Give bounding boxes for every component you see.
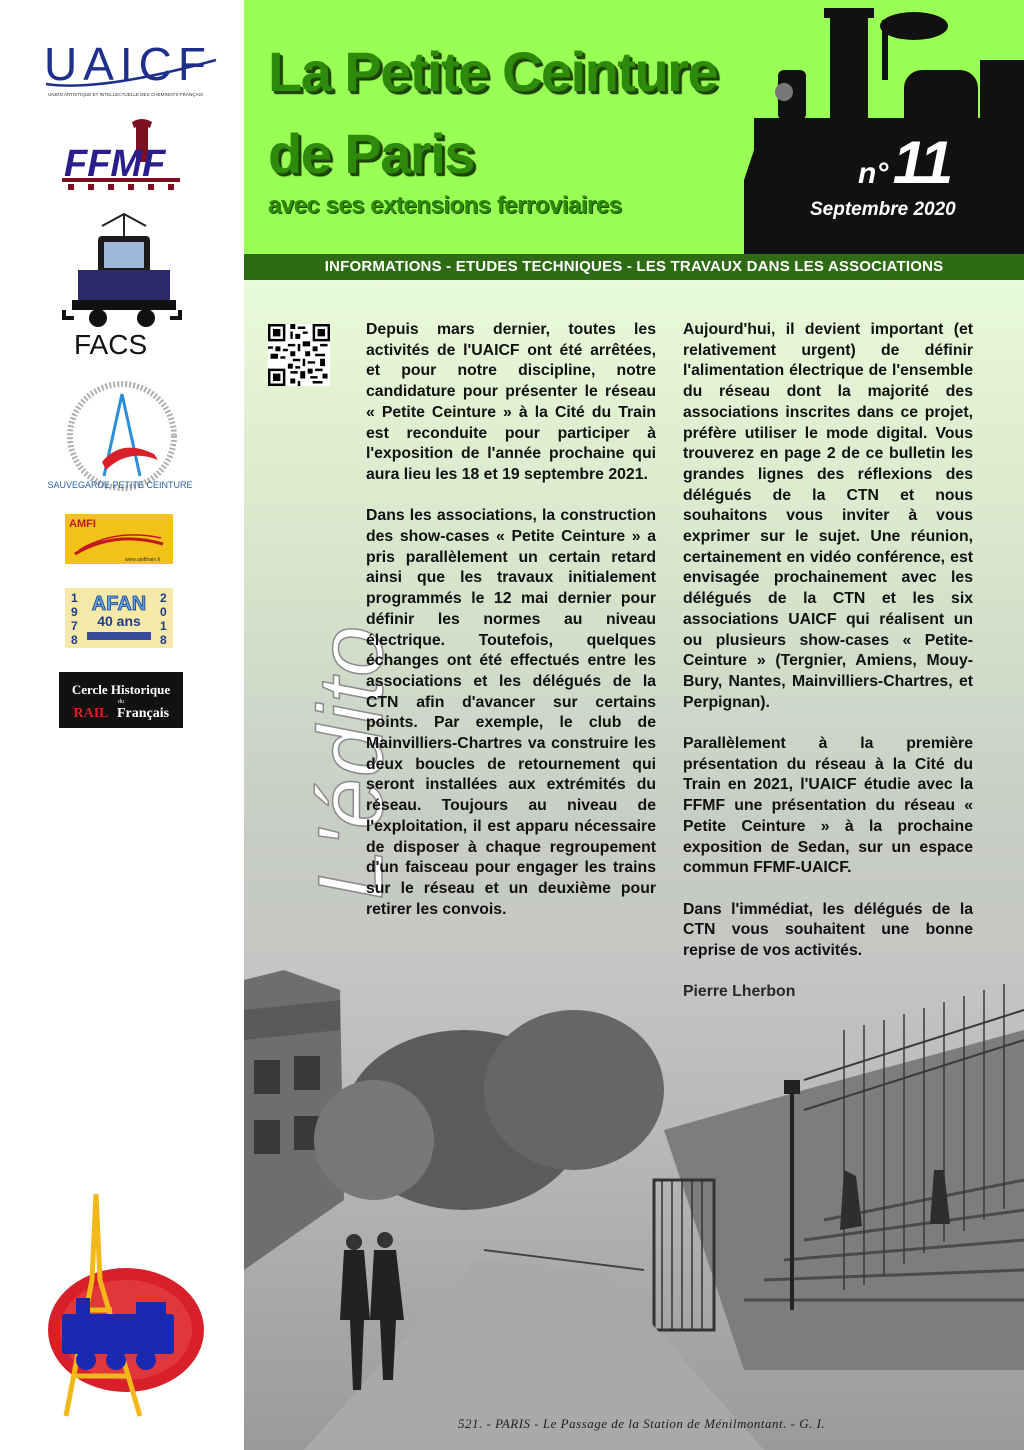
svg-text:8: 8 — [71, 633, 78, 647]
afan-subtitle: 40 ans — [97, 613, 141, 629]
sauvegarde-petite-ceinture-logo — [47, 378, 193, 494]
uaicf-logo-text: UAICF — [44, 38, 212, 90]
newsletter-title: La Petite Ceinture — [268, 40, 718, 103]
svg-text:7: 7 — [71, 619, 78, 633]
amfi-url: www.amfitrain.fr — [125, 557, 161, 563]
newsletter-subtitle: avec ses extensions ferroviaires — [268, 192, 622, 219]
facs-logo — [62, 212, 182, 358]
logo-sidebar — [0, 0, 244, 1450]
sauvegarde-label: SAUVEGARDE PETITE CEINTURE — [47, 480, 193, 490]
afan-logo — [65, 588, 173, 648]
svg-text:9: 9 — [71, 605, 78, 619]
amfi-logo — [65, 514, 173, 564]
svg-text:2: 2 — [160, 591, 167, 605]
issue-date: Septembre 2020 — [810, 199, 956, 220]
main-content — [244, 280, 1024, 1450]
issue-number-value: 11 — [892, 129, 952, 196]
svg-text:8: 8 — [160, 633, 167, 647]
issue-prefix: n° — [858, 157, 889, 190]
svg-text:Cercle Historique: Cercle Historique — [71, 682, 171, 697]
cercle-historique-rail-logo — [59, 672, 183, 728]
svg-text:1: 1 — [160, 619, 167, 633]
afan-logo-text: AFAN — [91, 593, 147, 615]
edito-paragraph: Parallèlement à la première présentation du réseau à la Cité du Train en 2021, l'UAICF étudie avec la FFMF une présentation du réseau « Petite Ceinture » à la prochaine exposition de Sedan, sur un espace commun FFMF-UAICF. — [683, 735, 973, 877]
edito-paragraph: Dans l'immédiat, les délégués de la CTN vous souhaitent une bonne reprise de vos activités. — [683, 900, 973, 960]
uaicf-logo — [40, 40, 226, 102]
edito-paragraph: Dans les associations, la construction des show-cases « Petite Ceinture » a pris parallèlement un certain retard ainsi que les travaux initialement programmés le 12 mai dernier pour définir les normes au niveau électrique. Toutefois, quelques échanges ont été effectués entre les associations et les délégués de la CTN afin d'avancer sur certains points. Par exemple, le club de Mainvilliers-Chartres va construire les deux boucles de retournement qui seront installées aux extrémités du réseau. Toujours au niveau de l'exploitation, il est apparu nécessaire de disposer à chaque regroupement d'un faisceau pour engager les trains sur le réseau et un deuxième pour retirer les convois. — [366, 507, 656, 918]
ffmf-logo — [58, 118, 184, 194]
edito-column-1 — [366, 320, 656, 941]
edito-heading: L'édito — [300, 624, 402, 900]
svg-text:0: 0 — [160, 605, 167, 619]
uaicf-tagline: UNION ARTISTIQUE ET INTELLECTUELLE DES CHEMINOTS FRANÇAIS — [48, 92, 204, 97]
svg-text:du: du — [118, 699, 124, 705]
facs-logo-text: FACS — [74, 329, 148, 360]
photo-caption: 521. - PARIS - Le Passage de la Station de Ménilmontant. - G. I. — [458, 1416, 826, 1431]
newsletter-title-line2: de Paris — [268, 122, 474, 185]
edito-paragraph: Depuis mars dernier, toutes les activités de l'UAICF ont été arrêtées, et pour notre discipline, notre candidature pour présenter le réseau « Petite Ceinture » à la Cité du Train est reconduite pour participer à l'exposition de l'année prochaine qui aura lieu les 18 et 19 septembre 2021. — [366, 321, 656, 483]
svg-text:1: 1 — [71, 591, 78, 605]
svg-text:RAIL: RAIL — [73, 706, 109, 721]
vintage-station-photo — [244, 970, 1024, 1450]
edito-paragraph: Aujourd'hui, il devient important (et relativement urgent) de définir l'alimentation électrique de l'ensemble du réseau dont la majorité des associations inscrites dans ce projet, préfère utiliser le mode digital. Vous trouverez en page 2 de ce bulletin les grandes lignes des réflexions des délégués de la CTN et nous souhaitons vous inviter à vous exprimer sur le sujet. Une réunion, certainement en vidéo conférence, est envisagée prochainement avec les délégués de la CTN et les six associations UAICF qui réalisent un ou plusieurs show-cases « Petite-Ceinture » (Tergnier, Amiens, Mouy-Bury, Nantes, Mainvilliers-Chartres, et Perpignan). — [683, 321, 973, 711]
svg-text:Français: Français — [116, 706, 170, 721]
masthead — [244, 0, 1024, 254]
amfi-logo-text: AMFI — [69, 518, 96, 530]
issue-number — [858, 128, 951, 197]
edito-column-2 — [683, 320, 973, 1024]
section-banner: INFORMATIONS - ETUDES TECHNIQUES - LES TRAVAUX DANS LES ASSOCIATIONS — [244, 254, 1024, 280]
qr-code-icon — [268, 324, 330, 386]
eiffel-locomotive-logo — [36, 1190, 206, 1420]
ffmf-logo-text: FFMF — [64, 143, 166, 185]
